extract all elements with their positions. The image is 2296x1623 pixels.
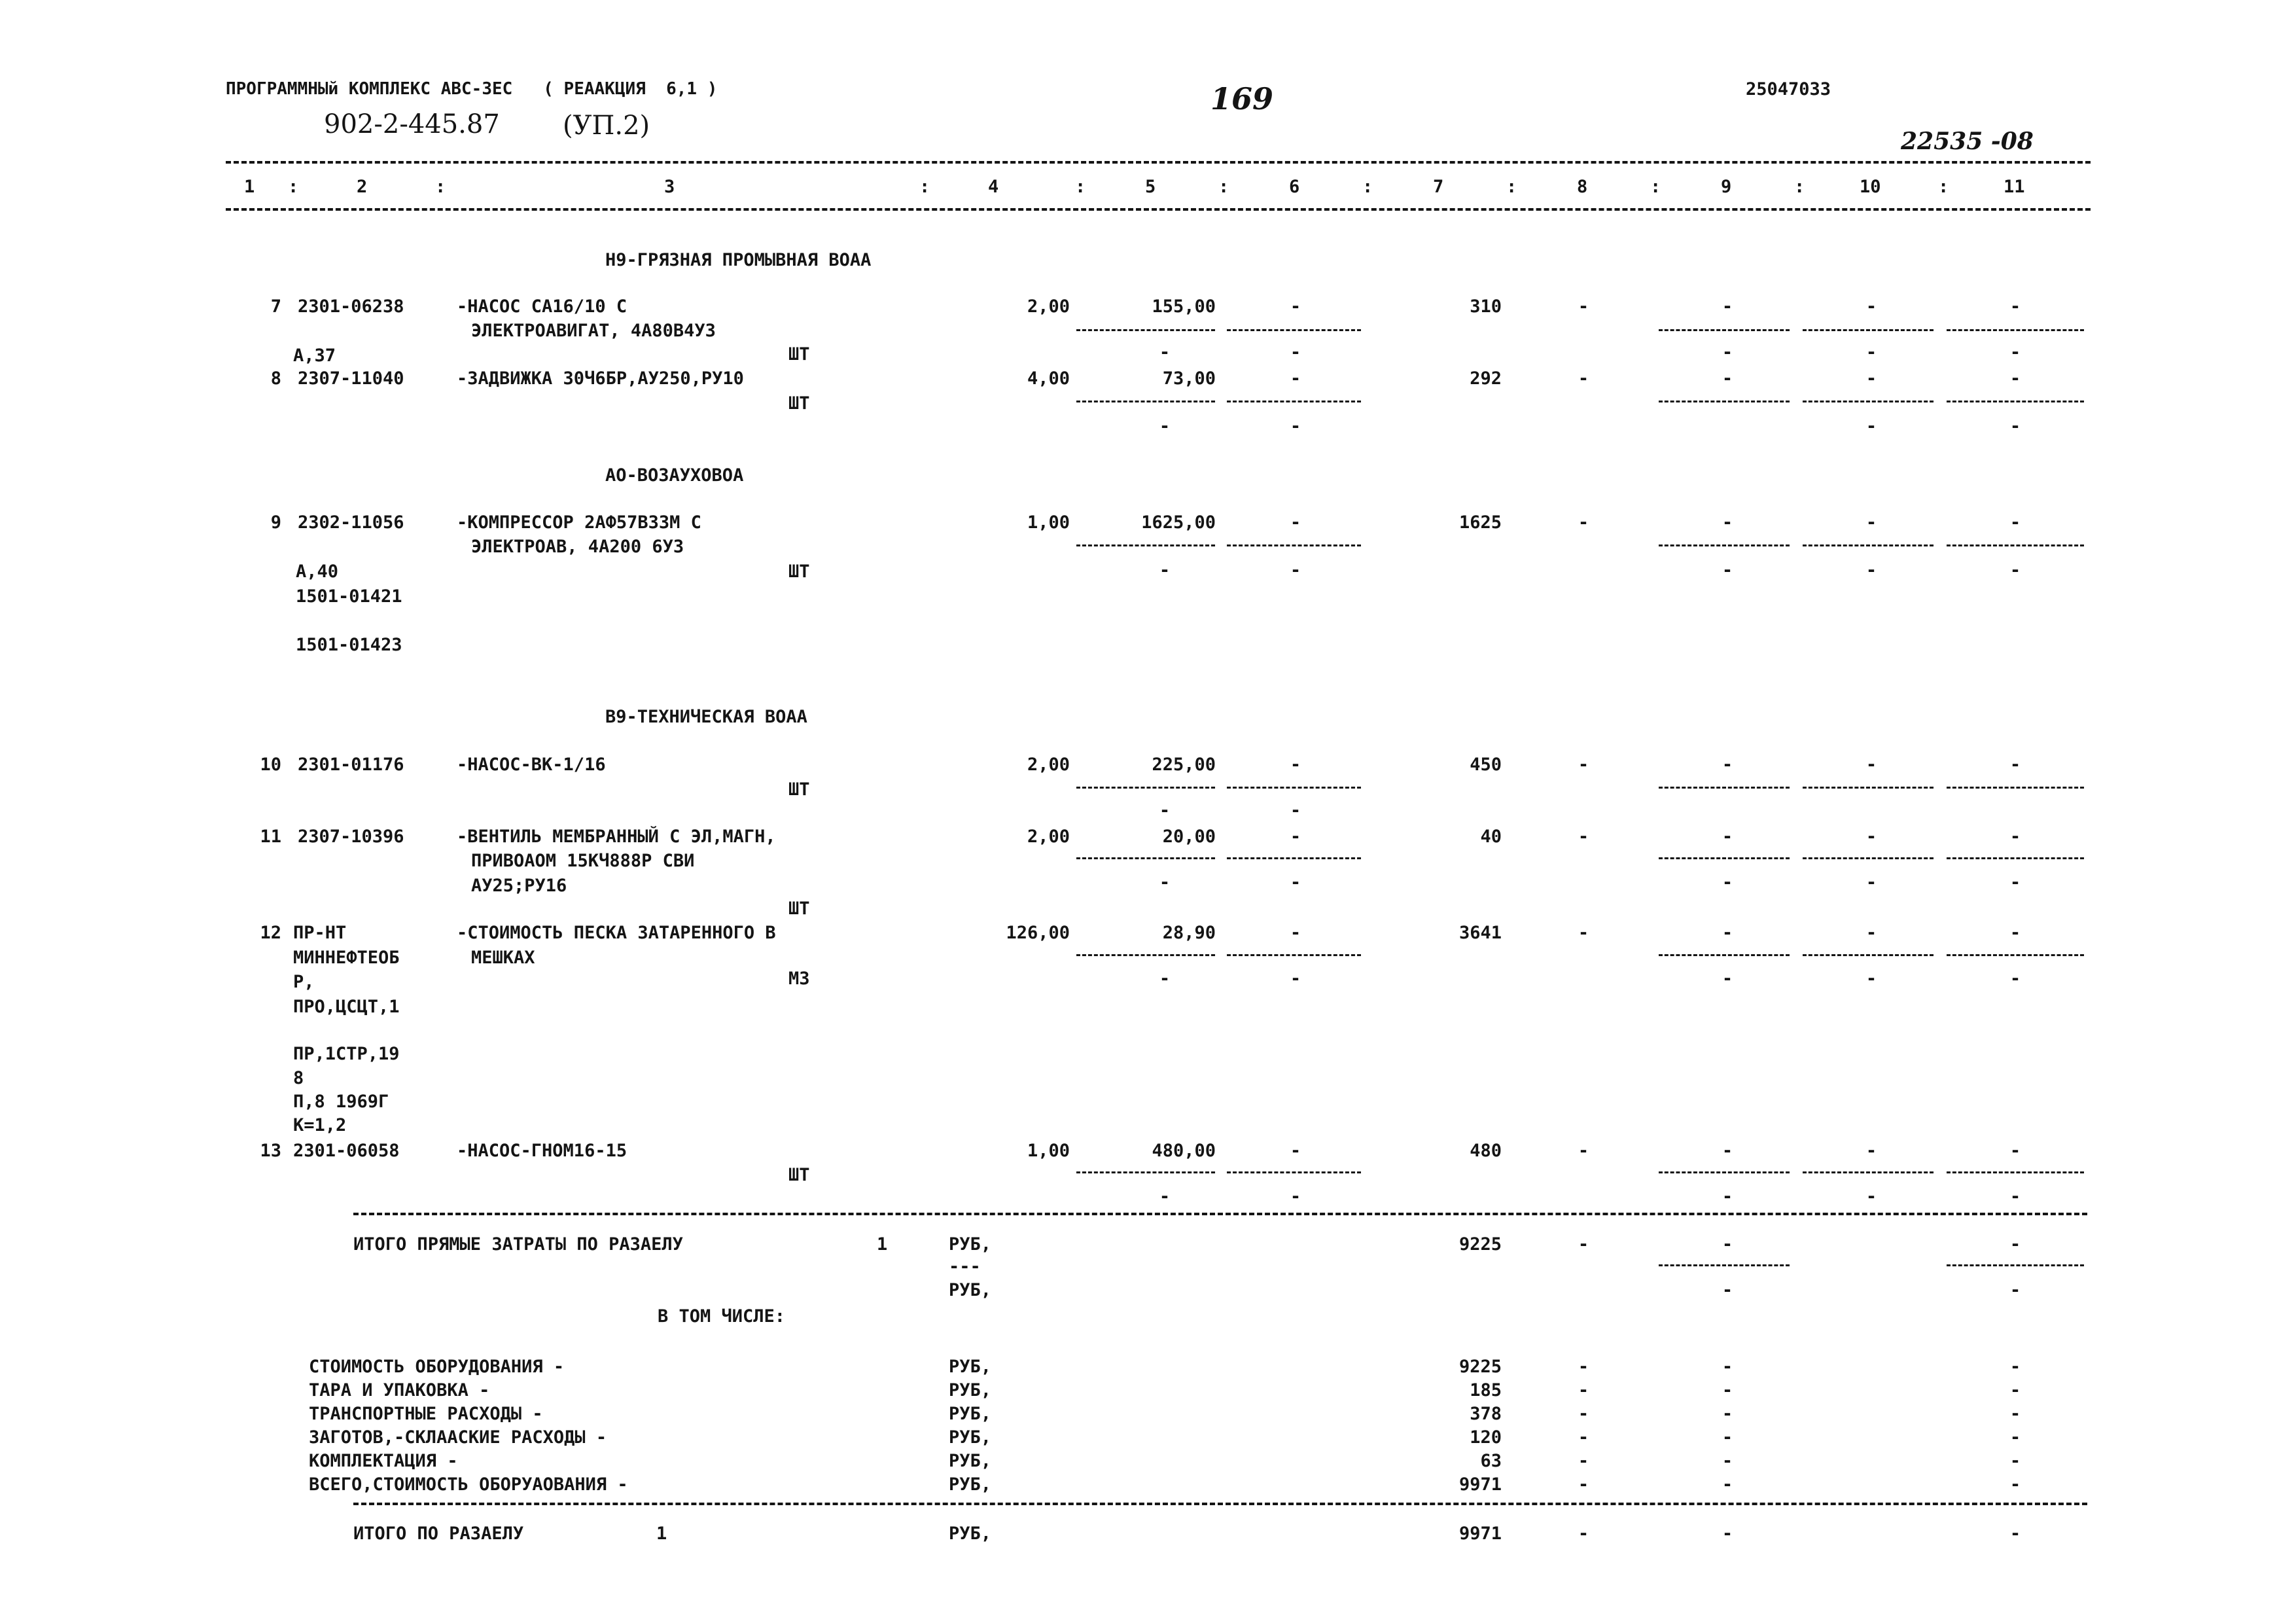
col11-value: - — [2009, 512, 2021, 533]
col11-value: - — [2009, 827, 2021, 847]
sub6-value: - — [1290, 969, 1301, 989]
col10-value: - — [1865, 827, 1877, 847]
sub11-value: - — [2009, 342, 2021, 363]
item-code-extra: 8 — [293, 1068, 304, 1088]
item-quantity: 126,00 — [1006, 923, 1070, 943]
column-header: 10 — [1860, 177, 1881, 197]
subtotal-rule — [1076, 544, 1215, 546]
sub6-value: - — [1290, 416, 1301, 437]
column-header: 4 — [988, 177, 999, 197]
sub6-value: - — [1290, 800, 1301, 821]
column-separator: : — [1938, 177, 1949, 197]
item-price: 1625,00 — [1141, 512, 1216, 533]
column-header: 5 — [1145, 177, 1156, 197]
item-code: 2301-01176 — [298, 755, 404, 775]
item-total: 480 — [1470, 1141, 1502, 1161]
col6-value: - — [1290, 296, 1301, 317]
sub10-value: - — [1865, 969, 1877, 989]
col11-value: - — [2009, 755, 2021, 775]
breakdown-label: ЗАГОТОВ,-СКЛААСКИЕ РАСХОДЫ - — [309, 1427, 607, 1448]
subtotal-rule — [1803, 329, 1934, 331]
col9-value: - — [1722, 1451, 1733, 1471]
item-price: 480,00 — [1152, 1141, 1216, 1161]
item-price: 73,00 — [1162, 368, 1216, 389]
sub11-value: - — [2009, 969, 2021, 989]
col11-value: - — [2009, 1404, 2021, 1424]
col9-value: - — [1722, 512, 1733, 533]
col6-value: - — [1290, 368, 1301, 389]
item-name: -ВЕНТИЛЬ МЕМБРАННЫЙ С ЭЛ,МАГН, — [457, 827, 776, 847]
document-number: 25047033 — [1746, 79, 1831, 99]
col8-value: - — [1578, 755, 1589, 775]
col6-value: - — [1290, 755, 1301, 775]
item-quantity: 4,00 — [1027, 368, 1070, 389]
col11-value: - — [2009, 1427, 2021, 1448]
totals-rule — [353, 1503, 2087, 1505]
sub6-value: - — [1290, 872, 1301, 893]
col11-value: - — [2009, 1474, 2021, 1495]
col6-value: - — [1290, 1141, 1301, 1161]
item-price: 155,00 — [1152, 296, 1216, 317]
column-header: 3 — [664, 177, 675, 197]
col9-value: - — [1722, 1404, 1733, 1424]
col10-value: - — [1865, 368, 1877, 389]
subtotal-rule — [1659, 544, 1790, 546]
item-total: 310 — [1470, 296, 1502, 317]
subtotal-rule — [1076, 329, 1215, 331]
item-unit: ШТ — [788, 899, 810, 919]
subtotal-rule — [1227, 787, 1361, 789]
item-code-extra: П,8 1969Г — [293, 1092, 389, 1112]
item-code: ПР-НТ — [293, 923, 347, 943]
breakdown-value: 9971 — [1458, 1474, 1502, 1495]
subtotal-rule — [1947, 954, 2084, 956]
column-separator: : — [1075, 177, 1086, 197]
subtotal-rule — [1803, 857, 1934, 859]
subtotal-rule — [1659, 857, 1790, 859]
col11-value: - — [2009, 296, 2021, 317]
subtotal-rule — [1659, 1171, 1790, 1173]
subtotal-rule — [1947, 787, 2084, 789]
row-number: 10 — [260, 755, 281, 775]
sub10-value: - — [1865, 560, 1877, 580]
col11-value: - — [2009, 1451, 2021, 1471]
item-unit: ШТ — [788, 562, 810, 582]
col9-value: - — [1722, 1234, 1733, 1255]
item-name: -СТОИМОСТЬ ПЕСКА ЗАТАРЕННОГО В — [457, 923, 776, 943]
header-top-rule — [226, 161, 2091, 164]
sub11-value: - — [2009, 416, 2021, 437]
item-unit: ШТ — [788, 1165, 810, 1185]
sub9-value: - — [1722, 969, 1733, 989]
col11-value: - — [2009, 1380, 2021, 1400]
col11-value: - — [2009, 368, 2021, 389]
section-total-section: 1 — [656, 1524, 667, 1544]
subtotal-rule — [1227, 857, 1361, 859]
item-code: 2301-06238 — [298, 296, 404, 317]
subtotal-rule — [1076, 954, 1215, 956]
breakdown-label: ТАРА И УПАКОВКА - — [309, 1380, 490, 1400]
direct-total-label: ИТОГО ПРЯМЫЕ ЗАТРАТЫ ПО РАЗАЕЛУ — [353, 1234, 683, 1255]
column-separator: : — [288, 177, 299, 197]
breakdown-currency: РУБ, — [949, 1404, 992, 1424]
subtotal-rule — [1803, 1171, 1934, 1173]
item-code: 2302-11056 — [298, 512, 404, 533]
col10-value: - — [1865, 512, 1877, 533]
subtotal-rule — [1076, 401, 1215, 402]
breakdown-value: 185 — [1470, 1380, 1502, 1400]
sub11-value: - — [2009, 1186, 2021, 1207]
subtotal-rule — [1947, 1171, 2084, 1173]
col11-value: - — [2009, 923, 2021, 943]
column-header: 6 — [1289, 177, 1300, 197]
row-number: 8 — [270, 368, 281, 389]
col9-value: - — [1722, 296, 1733, 317]
item-unit: ШТ — [788, 344, 810, 365]
col9-value: - — [1722, 1141, 1733, 1161]
subtotal-rule — [1659, 787, 1790, 789]
row-number: 9 — [270, 512, 281, 533]
col10-value: - — [1865, 1141, 1877, 1161]
subtotal-rule — [1659, 401, 1790, 402]
totals-rule — [353, 1213, 2087, 1215]
col9-value: - — [1722, 1474, 1733, 1495]
item-price: 225,00 — [1152, 755, 1216, 775]
col8-value: - — [1578, 1380, 1589, 1400]
col8-value: - — [1578, 1524, 1589, 1544]
subtotal-rule — [1803, 954, 1934, 956]
item-code-extra: МИННЕФТЕОБ — [293, 948, 400, 968]
sub10-value: - — [1865, 342, 1877, 363]
breakdown-value: 378 — [1470, 1404, 1502, 1424]
item-name: ЭЛЕКТРОАВИГАТ, 4А80В4УЗ — [471, 321, 716, 341]
subtotal-rule — [1803, 787, 1934, 789]
item-quantity: 2,00 — [1027, 296, 1070, 317]
column-separator: : — [1794, 177, 1805, 197]
col9-value: - — [1722, 368, 1733, 389]
item-code-extra: 1501-01421 — [296, 586, 402, 607]
col9-value: - — [1722, 755, 1733, 775]
item-name: МЕШКАХ — [471, 948, 535, 968]
item-name: -НАСОС СА16/10 С — [457, 296, 627, 317]
subtotal-rule — [1947, 857, 2084, 859]
direct-total-currency: РУБ, — [949, 1280, 992, 1300]
sub5-value: - — [1159, 800, 1171, 821]
direct-total-currency: РУБ, — [949, 1234, 992, 1255]
breakdown-currency: РУБ, — [949, 1357, 992, 1377]
subtotal-rule — [1227, 1171, 1361, 1173]
column-header: 9 — [1721, 177, 1732, 197]
row-number: 13 — [260, 1141, 281, 1161]
row-number: 11 — [260, 827, 281, 847]
item-name: -ЗАДВИЖКА 30Ч6БР,АУ250,РУ10 — [457, 368, 744, 389]
column-separator: : — [435, 177, 446, 197]
breakdown-value: 63 — [1480, 1451, 1502, 1471]
item-code: 2307-10396 — [298, 827, 404, 847]
item-total: 450 — [1470, 755, 1502, 775]
item-code-extra: Р, — [293, 972, 315, 992]
col8-value: - — [1578, 1404, 1589, 1424]
col9-value: - — [1722, 1524, 1733, 1544]
col8-value: - — [1578, 368, 1589, 389]
item-code-extra: А,40 — [296, 562, 339, 582]
subtotal-rule — [1076, 787, 1215, 789]
album-code: (УП.2) — [563, 111, 650, 141]
item-total: 292 — [1470, 368, 1502, 389]
section-total-currency: РУБ, — [949, 1524, 992, 1544]
item-total: 1625 — [1458, 512, 1502, 533]
row-number: 12 — [260, 923, 281, 943]
sub6-value: - — [1290, 1186, 1301, 1207]
item-quantity: 1,00 — [1027, 1141, 1070, 1161]
sub10-value: - — [1865, 1186, 1877, 1207]
subtotal-rule — [1659, 1264, 1790, 1266]
sub5-value: - — [1159, 416, 1171, 437]
column-separator: : — [1650, 177, 1661, 197]
sub9-value: - — [1722, 342, 1733, 363]
including-label: В ТОМ ЧИСЛЕ: — [658, 1306, 786, 1327]
column-header: 8 — [1577, 177, 1588, 197]
col11-value: - — [2009, 1357, 2021, 1377]
subtotal-rule — [1659, 329, 1790, 331]
col8-value: - — [1578, 512, 1589, 533]
item-code-extra: 1501-01423 — [296, 635, 402, 655]
col6-value: - — [1290, 923, 1301, 943]
column-separator: : — [1506, 177, 1517, 197]
program-title: ПРОГРАММНЫй КОМПЛЕКС АВС-3ЕС ( РЕААКЦИЯ 6,1 ) — [226, 79, 718, 99]
item-quantity: 2,00 — [1027, 755, 1070, 775]
item-quantity: 1,00 — [1027, 512, 1070, 533]
col8-value: - — [1578, 1234, 1589, 1255]
item-unit: М3 — [788, 969, 810, 989]
item-total: 40 — [1480, 827, 1502, 847]
subtotal-rule — [1227, 401, 1361, 402]
page-number: 169 — [1210, 81, 1274, 116]
item-name: -НАСОС-ВК-1/16 — [457, 755, 606, 775]
sub11-value: - — [2009, 1280, 2021, 1300]
column-header: 2 — [357, 177, 368, 197]
col8-value: - — [1578, 827, 1589, 847]
breakdown-currency: РУБ, — [949, 1380, 992, 1400]
row-number: 7 — [270, 296, 281, 317]
item-code: 2307-11040 — [298, 368, 404, 389]
col8-value: - — [1578, 1357, 1589, 1377]
subtotal-rule — [1803, 544, 1934, 546]
sub5-value: - — [1159, 1186, 1171, 1207]
column-header: 1 — [244, 177, 255, 197]
direct-total-section: 1 — [877, 1234, 888, 1255]
col9-value: - — [1722, 923, 1733, 943]
column-header: 7 — [1433, 177, 1444, 197]
item-name: ЭЛЕКТРОАВ, 4А200 6УЗ — [471, 537, 684, 557]
item-code-extra: А,37 — [293, 346, 336, 366]
sub9-value: - — [1722, 1186, 1733, 1207]
document-code: 902-2-445.87 — [324, 109, 500, 139]
subtotal-rule — [1227, 954, 1361, 956]
col10-value: - — [1865, 755, 1877, 775]
item-quantity: 2,00 — [1027, 827, 1070, 847]
direct-total-value: 9225 — [1458, 1234, 1502, 1255]
section-title: Н9-ГРЯЗНАЯ ПРОМЫВНАЯ ВОАА — [605, 250, 872, 270]
item-unit: ШТ — [788, 779, 810, 800]
section-total-value: 9971 — [1458, 1524, 1502, 1544]
breakdown-currency: РУБ, — [949, 1474, 992, 1495]
col6-value: - — [1290, 827, 1301, 847]
subtotal-rule — [1227, 544, 1361, 546]
item-name: АУ25;РУ16 — [471, 876, 567, 896]
subtotal-rule — [1947, 329, 2084, 331]
breakdown-currency: РУБ, — [949, 1427, 992, 1448]
column-separator: : — [919, 177, 930, 197]
direct-total-currency-separator: --- — [949, 1257, 981, 1277]
breakdown-currency: РУБ, — [949, 1451, 992, 1471]
column-header: 11 — [2004, 177, 2025, 197]
breakdown-value: 120 — [1470, 1427, 1502, 1448]
col10-value: - — [1865, 923, 1877, 943]
sub5-value: - — [1159, 969, 1171, 989]
column-separator: : — [1218, 177, 1229, 197]
sub5-value: - — [1159, 560, 1171, 580]
col6-value: - — [1290, 512, 1301, 533]
item-name: -НАСОС-ГНОМ16-15 — [457, 1141, 627, 1161]
breakdown-label: ВСЕГО,СТОИМОСТЬ ОБОРУАОВАНИЯ - — [309, 1474, 628, 1495]
header-bottom-rule — [226, 208, 2091, 211]
sub6-value: - — [1290, 560, 1301, 580]
col9-value: - — [1722, 1357, 1733, 1377]
col11-value: - — [2009, 1141, 2021, 1161]
item-code-extra: К=1,2 — [293, 1115, 347, 1135]
breakdown-label: ТРАНСПОРТНЫЕ РАСХОДЫ - — [309, 1404, 543, 1424]
subtotal-rule — [1803, 401, 1934, 402]
item-code-extra: ПР,1СТР,19 — [293, 1044, 400, 1064]
subtotal-rule — [1947, 544, 2084, 546]
subtotal-rule — [1947, 401, 2084, 402]
sub10-value: - — [1865, 872, 1877, 893]
item-code: 2301-06058 — [293, 1141, 400, 1161]
column-separator: : — [1362, 177, 1373, 197]
item-name: ПРИВОАОМ 15КЧ888Р СВИ — [471, 851, 695, 871]
item-unit: ШТ — [788, 393, 810, 414]
subtotal-rule — [1947, 1264, 2084, 1266]
handwritten-number: 22535 -08 — [1901, 128, 2034, 155]
sub11-value: - — [2009, 560, 2021, 580]
item-total: 3641 — [1458, 923, 1502, 943]
item-code-extra: ПРО,ЦСЦТ,1 — [293, 997, 400, 1017]
col9-value: - — [1722, 827, 1733, 847]
section-total-label: ИТОГО ПО РАЗАЕЛУ — [353, 1524, 524, 1544]
sub5-value: - — [1159, 342, 1171, 363]
col8-value: - — [1578, 1141, 1589, 1161]
col8-value: - — [1578, 923, 1589, 943]
breakdown-label: КОМПЛЕКТАЦИЯ - — [309, 1451, 458, 1471]
item-name: -КОМПРЕССОР 2АФ57ВЗ3М С — [457, 512, 701, 533]
col10-value: - — [1865, 296, 1877, 317]
col9-value: - — [1722, 1380, 1733, 1400]
subtotal-rule — [1076, 1171, 1215, 1173]
subtotal-rule — [1076, 857, 1215, 859]
sub9-value: - — [1722, 1280, 1733, 1300]
sub10-value: - — [1865, 416, 1877, 437]
col8-value: - — [1578, 1427, 1589, 1448]
section-title: АО-ВОЗАУХОВОА — [605, 465, 744, 486]
sub9-value: - — [1722, 560, 1733, 580]
col11-value: - — [2009, 1524, 2021, 1544]
col11-value: - — [2009, 1234, 2021, 1255]
col8-value: - — [1578, 1474, 1589, 1495]
sub11-value: - — [2009, 872, 2021, 893]
section-title: В9-ТЕХНИЧЕСКАЯ ВОАА — [605, 707, 807, 727]
sub9-value: - — [1722, 872, 1733, 893]
sub5-value: - — [1159, 872, 1171, 893]
col8-value: - — [1578, 1451, 1589, 1471]
col8-value: - — [1578, 296, 1589, 317]
breakdown-label: СТОИМОСТЬ ОБОРУДОВАНИЯ - — [309, 1357, 565, 1377]
subtotal-rule — [1227, 329, 1361, 331]
item-price: 28,90 — [1162, 923, 1216, 943]
subtotal-rule — [1659, 954, 1790, 956]
sub6-value: - — [1290, 342, 1301, 363]
item-price: 20,00 — [1162, 827, 1216, 847]
col9-value: - — [1722, 1427, 1733, 1448]
breakdown-value: 9225 — [1458, 1357, 1502, 1377]
